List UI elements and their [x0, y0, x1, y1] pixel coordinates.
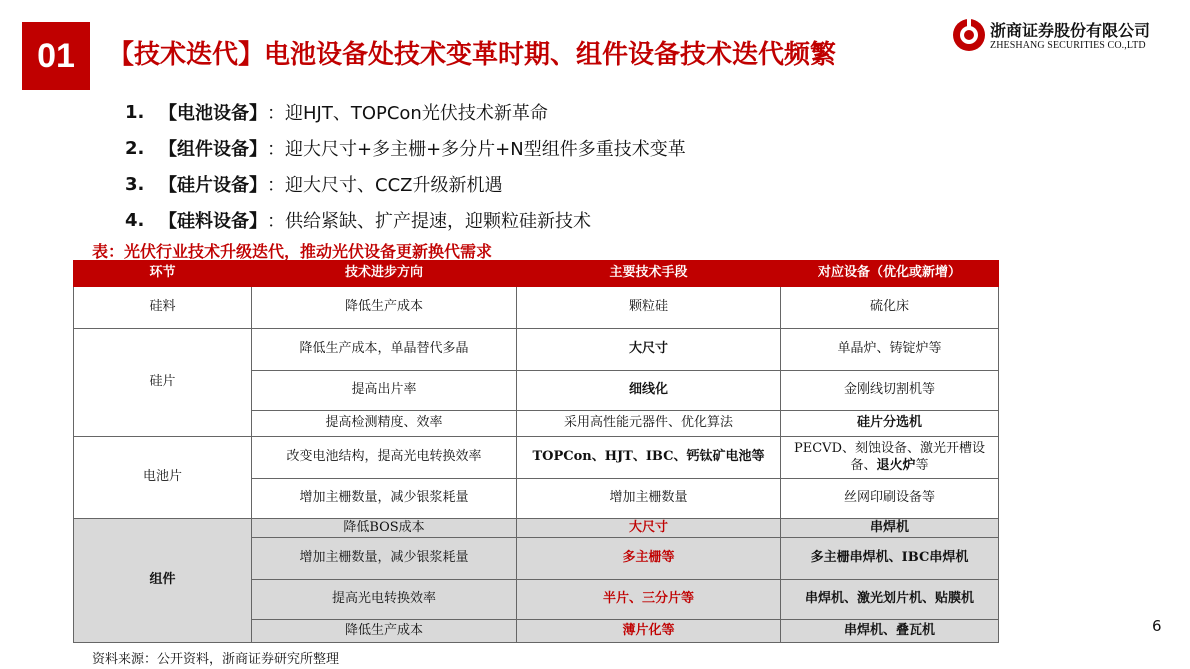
bullet-text: ：迎大尺寸、CCZ升级新机遇	[267, 175, 503, 196]
table-header-row	[74, 261, 999, 287]
logo-english-name: ZHESHANG SECURITIES CO.,LTD	[990, 40, 1146, 51]
bullet-item	[125, 94, 686, 130]
bullet-number: 4.	[125, 209, 145, 231]
source-note: 资料来源：公开资料，浙商证券研究所整理	[92, 652, 340, 667]
equipment-cell: 单晶炉、铸锭炉等	[781, 329, 999, 371]
segment-cell: 硅料	[74, 287, 252, 329]
page-title: 【技术迭代】电池设备处技术变革时期、组件设备技术迭代频繁	[108, 40, 837, 70]
equipment-cell: 串焊机、激光划片机、贴膜机	[781, 580, 999, 620]
bullet-item	[125, 130, 686, 166]
equipment-text: 备、	[850, 457, 877, 473]
bullet-list	[125, 94, 686, 238]
company-logo	[952, 16, 1167, 56]
direction-cell: 降低BOS成本	[252, 519, 517, 538]
header-cell: 对应设备（优化或新增）	[781, 261, 999, 287]
bullet-key: 【组件设备】	[159, 139, 267, 160]
means-cell: 细线化	[517, 371, 781, 411]
means-cell: 增加主栅数量	[517, 479, 781, 519]
bullet-text: ：供给紧缺、扩产提速，迎颗粒硅新技术	[267, 211, 591, 232]
direction-cell: 降低生产成本，单晶替代多晶	[252, 329, 517, 371]
bullet-text: ：迎大尺寸+多主栅+多分片+N型组件多重技术变革	[267, 139, 686, 160]
segment-cell: 硅片	[74, 329, 252, 437]
equipment-text: 等	[915, 457, 929, 473]
direction-cell: 降低生产成本	[252, 620, 517, 643]
bullet-text: ：迎HJT、TOPCon光伏技术新革命	[267, 103, 548, 124]
table-row	[74, 437, 999, 479]
header-cell: 主要技术手段	[517, 261, 781, 287]
header-cell: 技术进步方向	[252, 261, 517, 287]
direction-cell: 增加主栅数量，减少银浆耗量	[252, 538, 517, 580]
direction-cell: 提高光电转换效率	[252, 580, 517, 620]
direction-cell: 提高出片率	[252, 371, 517, 411]
equipment-highlight: 退火炉	[876, 457, 916, 473]
equipment-cell: 串焊机	[781, 519, 999, 538]
means-cell: 采用高性能元器件、优化算法	[517, 411, 781, 437]
direction-cell: 提高检测精度、效率	[252, 411, 517, 437]
equipment-cell: 多主栅串焊机、IBC串焊机	[781, 538, 999, 580]
upgrade-table	[73, 260, 999, 643]
equipment-cell: 硫化床	[781, 287, 999, 329]
equipment-cell: 串焊机、叠瓦机	[781, 620, 999, 643]
bullet-key: 【硅料设备】	[159, 211, 267, 232]
means-cell: 半片、三分片等	[517, 580, 781, 620]
equipment-cell	[781, 437, 999, 479]
equipment-cell: 金刚线切割机等	[781, 371, 999, 411]
table-row	[74, 519, 999, 538]
direction-cell: 降低生产成本	[252, 287, 517, 329]
segment-cell: 电池片	[74, 437, 252, 519]
means-cell: 大尺寸	[517, 329, 781, 371]
page-number: 6	[1152, 617, 1162, 635]
bullet-item	[125, 202, 686, 238]
bullet-key: 【电池设备】	[159, 103, 267, 124]
means-cell: 大尺寸	[517, 519, 781, 538]
means-cell: 薄片化等	[517, 620, 781, 643]
logo-chinese-name: 浙商证券股份有限公司	[990, 21, 1151, 40]
means-cell: 颗粒硅	[517, 287, 781, 329]
equipment-cell: 硅片分选机	[781, 411, 999, 437]
means-cell: TOPCon、HJT、IBC、钙钛矿电池等	[517, 437, 781, 479]
header-cell: 环节	[74, 261, 252, 287]
table-caption: 表：光伏行业技术升级迭代，推动光伏设备更新换代需求	[92, 242, 493, 261]
equipment-text: PECVD、刻蚀设备、激光开槽设	[794, 441, 985, 457]
table-row	[74, 287, 999, 329]
direction-cell: 改变电池结构，提高光电转换效率	[252, 437, 517, 479]
bullet-number: 1.	[125, 101, 145, 123]
direction-cell: 增加主栅数量，减少银浆耗量	[252, 479, 517, 519]
zheshang-logo-icon	[952, 18, 986, 52]
section-number-badge: 01	[22, 22, 90, 90]
bullet-item	[125, 166, 686, 202]
table-row	[74, 329, 999, 371]
means-cell: 多主栅等	[517, 538, 781, 580]
bullet-number: 2.	[125, 137, 145, 159]
bullet-key: 【硅片设备】	[159, 175, 267, 196]
bullet-number: 3.	[125, 173, 145, 195]
equipment-cell: 丝网印刷设备等	[781, 479, 999, 519]
segment-cell: 组件	[74, 519, 252, 643]
